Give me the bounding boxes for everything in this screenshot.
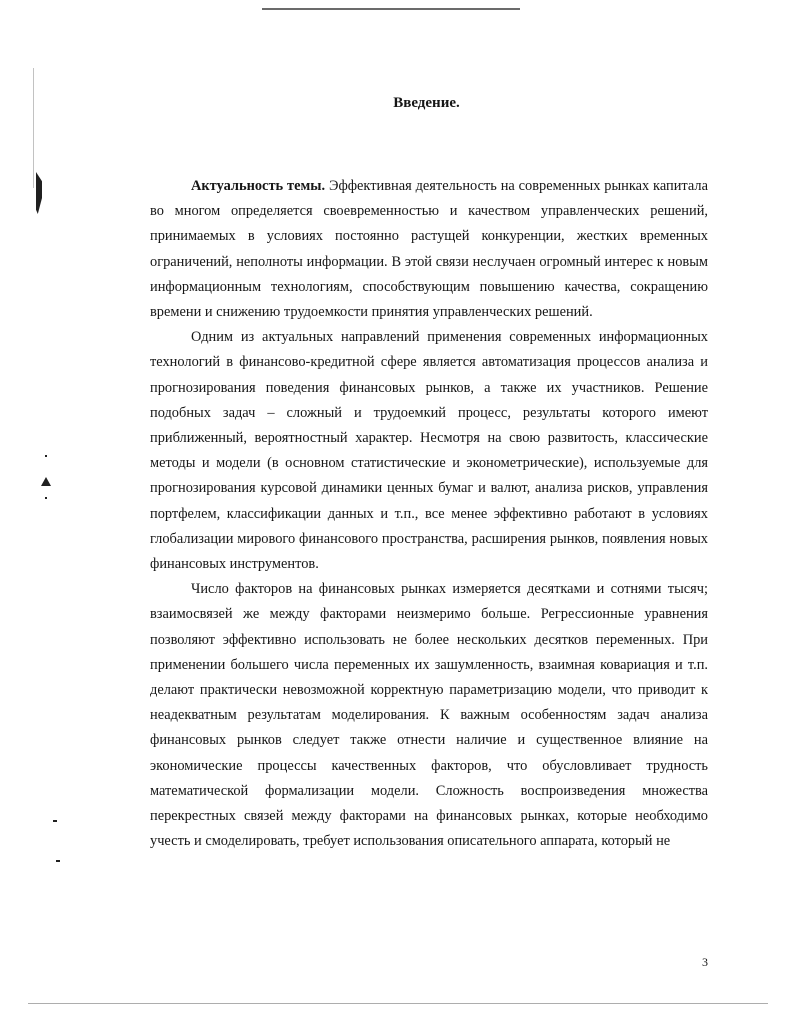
scan-artifact-top-line xyxy=(262,8,520,10)
margin-arrow-mark xyxy=(41,477,51,486)
paragraph-2 xyxy=(150,325,708,577)
margin-speck xyxy=(56,860,60,862)
paragraph-1 xyxy=(150,174,708,325)
scan-artifact-bottom-line xyxy=(28,1003,768,1004)
paragraph-3 xyxy=(150,577,708,854)
paragraph-text: Эффективная деятельность на современных рынках капитала во многом определяется своевременностью и качеством управленческих решений, принимаемых в условиях постоянно растущей конкуренции, жестких временных ограничений, неполноты информации. В этой связи неслучаен огромный интерес к новым информационным технологиям, способствующим повышению качества, сокращению времени и снижению трудоемкости принятия управленческих решений. xyxy=(150,178,708,321)
margin-speck xyxy=(45,455,47,457)
margin-binding-mark xyxy=(36,172,42,214)
document-body xyxy=(150,174,708,854)
margin-speck xyxy=(45,497,47,499)
page-number: 3 xyxy=(702,955,708,969)
margin-speck xyxy=(53,820,57,822)
page-title: Введение. xyxy=(393,95,460,111)
paragraph-lead: Актуальность темы. xyxy=(191,178,326,194)
scan-artifact-left-edge xyxy=(33,68,34,188)
paragraph-text: Одним из актуальных направлений применения современных информационных технологий в финансово-кредитной сфере является автоматизация процессов анализа и прогнозирования поведения финансовых рынков, а также их участников. Решение подобных задач – сложный и трудоемкий процесс, результаты которого имеют приближенный, вероятностный характер. Несмотря на свою развитость, классические методы и модели (в основном статистические и эконометрические), используемые для прогнозирования курсовой динамики ценных бумаг и валют, анализа рисков, управления портфелем, классификации данных и т.п., все менее эффективно работают в условиях глобализации мирового финансового пространства, расширения рынков, появления новых финансовых инструментов. xyxy=(150,329,708,573)
paragraph-text: Число факторов на финансовых рынках измеряется десятками и сотнями тысяч; взаимосвязей же между факторами неизмеримо больше. Регрессионные уравнения позволяют эффективно использовать не более нескольких десятков переменных. При применении большего числа переменных их зашумленность, взаимная ковариация и т.п. делают практически невозможной корректную параметризацию модели, что приводит к неадекватным результатам моделирования. К важным особенностям задач анализа финансовых рынков следует также отнести наличие и существенное влияние на экономические процессы качественных факторов, что обусловливает трудность математической формализации модели. Сложность воспроизведения множества перекрестных связей между факторами на финансовых рынках, которые необходимо учесть и смоделировать, требует использования описательного аппарата, который не xyxy=(150,581,708,850)
